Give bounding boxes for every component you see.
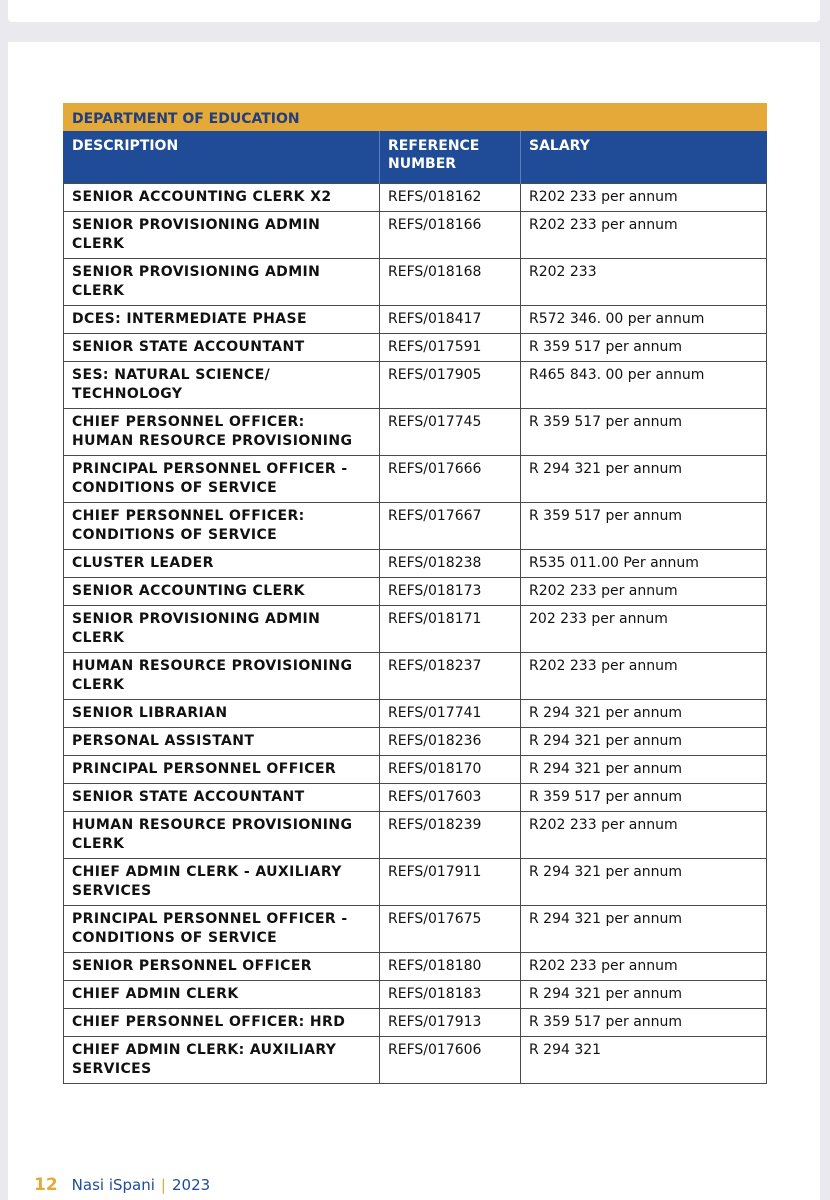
salary: R465 843. 00 per annum xyxy=(521,362,767,409)
job-description: SES: NATURAL SCIENCE/ TECHNOLOGY xyxy=(64,362,380,409)
department-title: DEPARTMENT OF EDUCATION xyxy=(64,104,767,131)
reference-number: REFS/017666 xyxy=(380,456,521,503)
salary: R 359 517 per annum xyxy=(521,1009,767,1037)
reference-number: REFS/017741 xyxy=(380,700,521,728)
job-description: CHIEF PERSONNEL OFFICER: CONDITIONS OF SERVICE xyxy=(64,503,380,550)
table-row xyxy=(64,456,767,503)
reference-number: REFS/018183 xyxy=(380,981,521,1009)
reference-number: REFS/018237 xyxy=(380,653,521,700)
table-row xyxy=(64,1009,767,1037)
job-description: SENIOR PROVISIONING ADMIN CLERK xyxy=(64,259,380,306)
job-description: SENIOR LIBRARIAN xyxy=(64,700,380,728)
reference-number: REFS/017911 xyxy=(380,859,521,906)
table-row xyxy=(64,859,767,906)
table-row xyxy=(64,409,767,456)
salary: R 294 321 per annum xyxy=(521,981,767,1009)
reference-number: REFS/017913 xyxy=(380,1009,521,1037)
salary: R 294 321 per annum xyxy=(521,859,767,906)
table-row xyxy=(64,653,767,700)
salary: R 359 517 per annum xyxy=(521,784,767,812)
table-row xyxy=(64,334,767,362)
column-header-reference: REFERENCE NUMBER xyxy=(380,131,521,184)
reference-number: REFS/017667 xyxy=(380,503,521,550)
reference-number: REFS/018171 xyxy=(380,606,521,653)
job-description: PRINCIPAL PERSONNEL OFFICER xyxy=(64,756,380,784)
salary: R 294 321 per annum xyxy=(521,756,767,784)
salary: 202 233 per annum xyxy=(521,606,767,653)
column-header-salary: SALARY xyxy=(521,131,767,184)
previous-page-edge xyxy=(8,0,820,22)
salary: R535 011.00 Per annum xyxy=(521,550,767,578)
salary: R202 233 xyxy=(521,259,767,306)
job-description: DCES: INTERMEDIATE PHASE xyxy=(64,306,380,334)
page-footer xyxy=(34,1175,210,1195)
job-description: PERSONAL ASSISTANT xyxy=(64,728,380,756)
reference-number: REFS/018238 xyxy=(380,550,521,578)
table-header-row xyxy=(64,131,767,184)
table-row xyxy=(64,728,767,756)
table-row xyxy=(64,503,767,550)
salary: R 294 321 per annum xyxy=(521,456,767,503)
reference-number: REFS/018168 xyxy=(380,259,521,306)
table-row xyxy=(64,981,767,1009)
salary: R202 233 per annum xyxy=(521,953,767,981)
publication-year: 2023 xyxy=(171,1176,211,1194)
salary: R 359 517 per annum xyxy=(521,503,767,550)
salary: R 294 321 per annum xyxy=(521,728,767,756)
reference-number: REFS/018173 xyxy=(380,578,521,606)
job-description: PRINCIPAL PERSONNEL OFFICER - CONDITIONS OF SERVICE xyxy=(64,456,380,503)
job-description: SENIOR PROVISIONING ADMIN CLERK xyxy=(64,606,380,653)
salary: R 294 321 per annum xyxy=(521,700,767,728)
reference-number: REFS/018236 xyxy=(380,728,521,756)
salary: R572 346. 00 per annum xyxy=(521,306,767,334)
salary: R202 233 per annum xyxy=(521,578,767,606)
page-number: 12 xyxy=(34,1175,58,1195)
table-row xyxy=(64,953,767,981)
reference-number: REFS/018417 xyxy=(380,306,521,334)
document-page xyxy=(8,42,820,1200)
publication-name: Nasi iSpani xyxy=(71,1176,155,1194)
table-body xyxy=(64,184,767,1084)
reference-number: REFS/017591 xyxy=(380,334,521,362)
table-row xyxy=(64,306,767,334)
job-description: HUMAN RESOURCE PROVISIONING CLERK xyxy=(64,812,380,859)
job-description: SENIOR STATE ACCOUNTANT xyxy=(64,334,380,362)
job-description: SENIOR STATE ACCOUNTANT xyxy=(64,784,380,812)
job-description: SENIOR PROVISIONING ADMIN CLERK xyxy=(64,212,380,259)
reference-number: REFS/017603 xyxy=(380,784,521,812)
reference-number: REFS/018166 xyxy=(380,212,521,259)
reference-number: REFS/017606 xyxy=(380,1037,521,1084)
job-description: PRINCIPAL PERSONNEL OFFICER - CONDITIONS OF SERVICE xyxy=(64,906,380,953)
salary: R202 233 per annum xyxy=(521,653,767,700)
reference-number: REFS/017905 xyxy=(380,362,521,409)
table-row xyxy=(64,906,767,953)
table-row xyxy=(64,784,767,812)
job-description: CHIEF PERSONNEL OFFICER: HUMAN RESOURCE PROVISIONING xyxy=(64,409,380,456)
table-row xyxy=(64,812,767,859)
column-header-description: DESCRIPTION xyxy=(64,131,380,184)
salary: R 359 517 per annum xyxy=(521,409,767,456)
reference-number: REFS/017675 xyxy=(380,906,521,953)
reference-number: REFS/017745 xyxy=(380,409,521,456)
salary: R202 233 per annum xyxy=(521,812,767,859)
table-row xyxy=(64,259,767,306)
footer-separator: | xyxy=(160,1176,166,1194)
job-description: CHIEF ADMIN CLERK: AUXILIARY SERVICES xyxy=(64,1037,380,1084)
salary: R 294 321 xyxy=(521,1037,767,1084)
job-description: SENIOR ACCOUNTING CLERK X2 xyxy=(64,184,380,212)
job-description: CHIEF ADMIN CLERK xyxy=(64,981,380,1009)
vacancies-table xyxy=(63,103,767,1084)
job-description: HUMAN RESOURCE PROVISIONING CLERK xyxy=(64,653,380,700)
salary: R202 233 per annum xyxy=(521,212,767,259)
table-row xyxy=(64,700,767,728)
table-row xyxy=(64,756,767,784)
job-description: SENIOR PERSONNEL OFFICER xyxy=(64,953,380,981)
salary: R 294 321 per annum xyxy=(521,906,767,953)
table-row xyxy=(64,606,767,653)
reference-number: REFS/018162 xyxy=(380,184,521,212)
job-description: SENIOR ACCOUNTING CLERK xyxy=(64,578,380,606)
table-row xyxy=(64,1037,767,1084)
reference-number: REFS/018170 xyxy=(380,756,521,784)
salary: R 359 517 per annum xyxy=(521,334,767,362)
salary: R202 233 per annum xyxy=(521,184,767,212)
job-description: CHIEF ADMIN CLERK - AUXILIARY SERVICES xyxy=(64,859,380,906)
reference-number: REFS/018239 xyxy=(380,812,521,859)
table-row xyxy=(64,212,767,259)
table-row xyxy=(64,184,767,212)
reference-number: REFS/018180 xyxy=(380,953,521,981)
job-description: CLUSTER LEADER xyxy=(64,550,380,578)
department-title-row xyxy=(64,104,767,131)
job-description: CHIEF PERSONNEL OFFICER: HRD xyxy=(64,1009,380,1037)
table-row xyxy=(64,362,767,409)
table-row xyxy=(64,578,767,606)
table-row xyxy=(64,550,767,578)
